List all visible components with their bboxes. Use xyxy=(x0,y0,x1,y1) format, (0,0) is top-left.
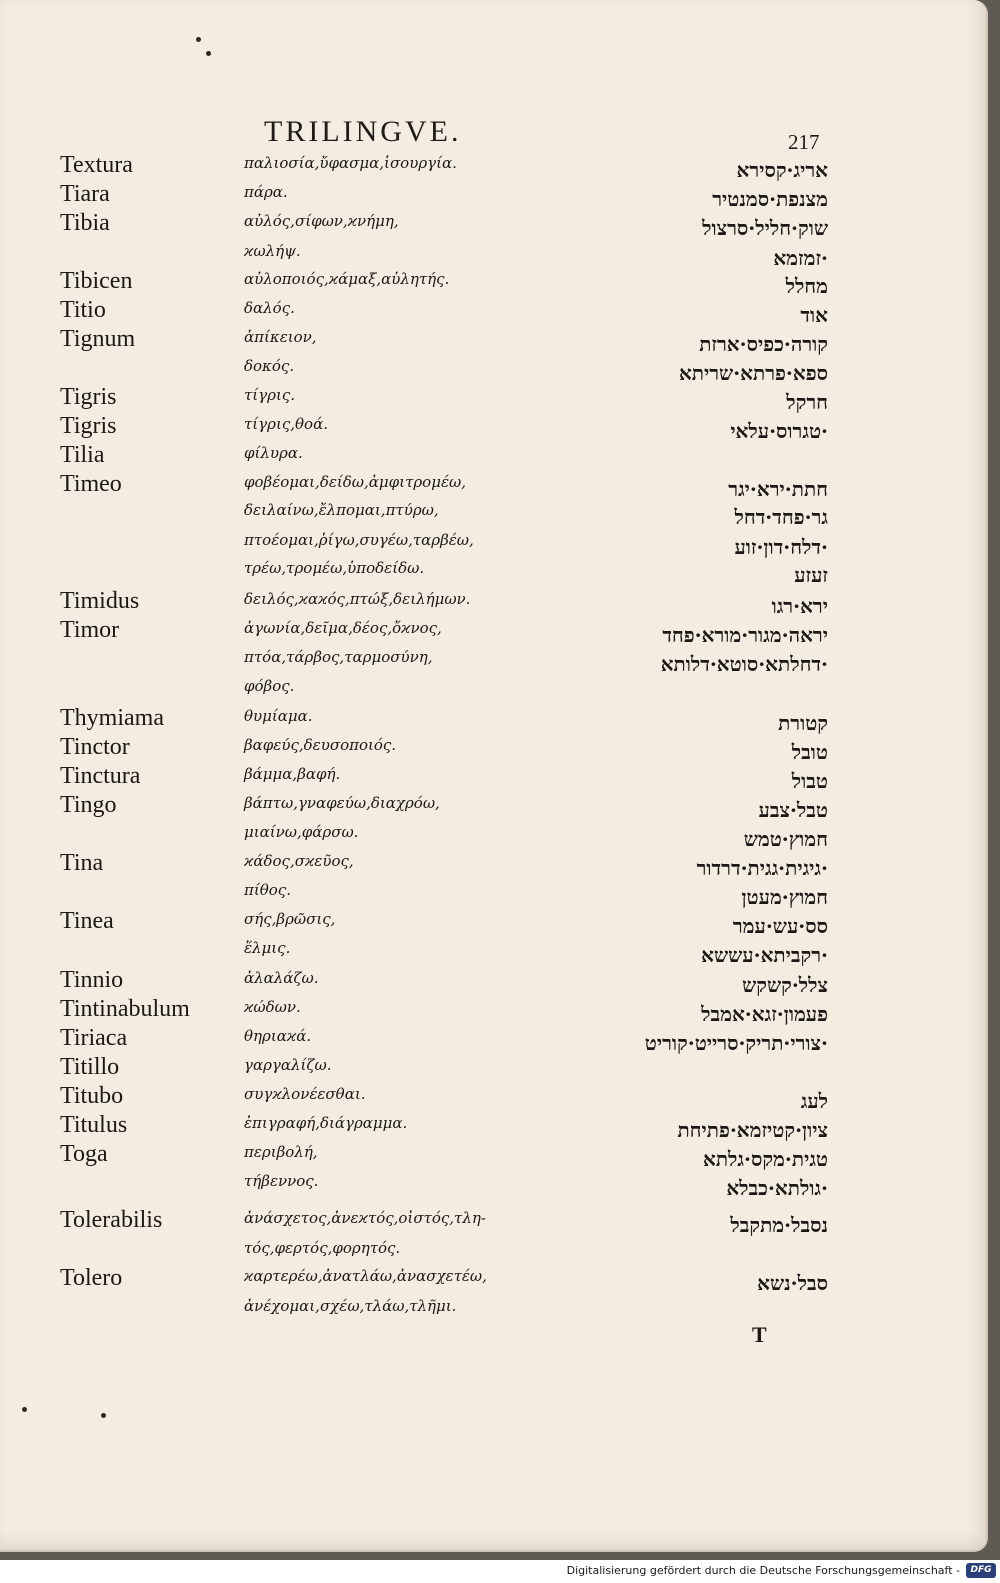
latin-headword: Titubo xyxy=(60,1083,124,1109)
latin-headword: Titillo xyxy=(60,1054,120,1080)
greek-gloss: τρέω,τρομέω,ὑποδείδω. xyxy=(244,559,425,577)
entry-row xyxy=(0,705,1000,733)
greek-gloss: παλιοσία,ὔφασμα,ἱσουργία. xyxy=(244,154,457,172)
hebrew-gloss: טובל xyxy=(791,740,828,764)
greek-gloss: φίλυρα. xyxy=(244,444,303,462)
hebrew-gloss: לעג xyxy=(800,1089,828,1113)
entry-row xyxy=(0,1295,1000,1323)
greek-gloss: δειλαίνω,ἔλπομαι,πτύρω, xyxy=(244,501,439,519)
entry-row xyxy=(0,1083,1000,1111)
entry-row xyxy=(0,937,1000,965)
hebrew-gloss: פעמון·זגא·אמבל xyxy=(701,1002,828,1026)
entry-row xyxy=(0,763,1000,791)
greek-gloss: πτοέομαι,ῥίγω,συγέω,ταρβέω, xyxy=(244,531,474,549)
hebrew-gloss: מחלל xyxy=(785,274,828,298)
entry-row xyxy=(0,617,1000,645)
hebrew-gloss: צלל·קשקש xyxy=(742,973,828,997)
hebrew-gloss: ·גיגית·גגית·דרדור xyxy=(696,856,828,880)
hebrew-gloss: ·דחלתא·סוטא·דלותא xyxy=(660,652,828,676)
entry-row xyxy=(0,588,1000,616)
entry-row xyxy=(0,821,1000,849)
hebrew-gloss: ירא·רגו xyxy=(771,594,828,618)
hebrew-gloss: נסבל·מתקבל xyxy=(730,1213,828,1237)
latin-headword: Textura xyxy=(60,152,133,178)
latin-headword: Tiara xyxy=(60,181,110,207)
entry-row xyxy=(0,384,1000,412)
hebrew-gloss: חמוץ·טמש xyxy=(743,827,828,851)
hebrew-gloss: ·צורי·תריק·סרייט·קוריט xyxy=(644,1031,828,1055)
greek-gloss: τήβεννος. xyxy=(244,1172,319,1190)
dfg-logo: DFG xyxy=(966,1563,996,1578)
hebrew-gloss: אריג·קסירא xyxy=(736,158,828,182)
greek-gloss: βαφεύς,δευσοποιός. xyxy=(244,736,397,754)
greek-gloss: τός,φερτός,φορητός. xyxy=(244,1239,401,1257)
greek-gloss: ἀπίκειον, xyxy=(244,328,317,346)
greek-gloss: θηριαϰά. xyxy=(244,1027,312,1045)
greek-gloss: τίγρις. xyxy=(244,386,296,404)
hebrew-gloss: ·רקביתא·עששא xyxy=(701,943,828,967)
hebrew-gloss: שוק·חליל·סרצול xyxy=(702,216,828,240)
greek-gloss: γαργαλίζω. xyxy=(244,1056,332,1074)
latin-headword: Tinctura xyxy=(60,763,141,789)
latin-headword: Tigris xyxy=(60,384,117,410)
hebrew-gloss: ציון·קטיזמא·פתיחת xyxy=(677,1118,828,1142)
greek-gloss: ϰωλήψ. xyxy=(244,242,301,260)
footer-credit: Digitalisierung gefördert durch die Deutsche Forschungsgemeinschaft - xyxy=(566,1564,960,1577)
greek-gloss: αὐλός,σίφων,ϰνήμη, xyxy=(244,212,399,230)
greek-gloss: ϰώδων. xyxy=(244,998,301,1016)
entry-row xyxy=(0,1170,1000,1198)
entry-row xyxy=(0,1237,1000,1265)
entry-row xyxy=(0,413,1000,441)
hebrew-gloss: טבול xyxy=(791,769,828,793)
greek-gloss: σής,βρῶσις, xyxy=(244,910,336,928)
entry-row xyxy=(0,210,1000,238)
entry-row xyxy=(0,1207,1000,1235)
entry-row xyxy=(0,996,1000,1024)
hebrew-gloss: זעזע xyxy=(794,563,828,587)
greek-gloss: μιαίνω,φάρσω. xyxy=(244,823,359,841)
hebrew-gloss: ·דלח·דון·זוע xyxy=(734,535,828,559)
greek-gloss: θυμίαμα. xyxy=(244,707,313,725)
greek-gloss: πίθος. xyxy=(244,881,291,899)
running-title: TRILINGVE. xyxy=(264,115,462,148)
entry-row xyxy=(0,152,1000,180)
greek-gloss: αὐλοποιός,ϰάμαξ,αὐλητής. xyxy=(244,270,450,288)
entry-row xyxy=(0,967,1000,995)
greek-gloss: φόβος. xyxy=(244,677,295,695)
entry-row xyxy=(0,792,1000,820)
greek-gloss: περιβολή, xyxy=(244,1143,318,1161)
greek-gloss: ϰαρτερέω,ἀνατλάω,ἀνασχετέω, xyxy=(244,1267,487,1285)
hebrew-gloss: ·זמזמא xyxy=(773,246,828,270)
entry-row xyxy=(0,1054,1000,1082)
entry-row xyxy=(0,529,1000,557)
greek-gloss: ἀνάσχετος,ἀνεϰτός,οἰστός,τλη- xyxy=(244,1209,486,1227)
entry-row xyxy=(0,181,1000,209)
entry-row xyxy=(0,499,1000,527)
greek-gloss: ϰάδος,σϰεῦος, xyxy=(244,852,354,870)
greek-gloss: ἀλαλάζω. xyxy=(244,969,319,987)
greek-gloss: δοκός. xyxy=(244,357,295,375)
greek-gloss: ἀγωνία,δεῖμα,δέος,ὄϰνος, xyxy=(244,619,442,637)
hebrew-gloss: ספא·פרתא·שריתא xyxy=(678,361,828,385)
latin-headword: Tolero xyxy=(60,1265,123,1291)
hebrew-gloss: יראה·מגור·מורא·פחד xyxy=(662,623,828,647)
hebrew-gloss: קטורת xyxy=(778,711,828,735)
hebrew-gloss: ·טגרוס·עלאי xyxy=(730,419,828,443)
hebrew-gloss: חרקל xyxy=(786,390,828,414)
entry-row xyxy=(0,557,1000,585)
latin-headword: Tingo xyxy=(60,792,117,818)
catchword: T xyxy=(752,1322,767,1347)
latin-headword: Timidus xyxy=(60,588,140,614)
entry-row xyxy=(0,879,1000,907)
hebrew-gloss: חתת·ירא·יגר xyxy=(728,477,828,501)
greek-gloss: τίγρις,θοά. xyxy=(244,415,328,433)
entry-row xyxy=(0,326,1000,354)
latin-headword: Thymiama xyxy=(60,705,164,731)
greek-gloss: βάμμα,βαφή. xyxy=(244,765,341,783)
entry-row xyxy=(0,734,1000,762)
latin-headword: Tinea xyxy=(60,908,114,934)
hebrew-gloss: ·גולתא·כבלא xyxy=(726,1176,828,1200)
entry-row xyxy=(0,1025,1000,1053)
latin-headword: Tibia xyxy=(60,210,110,236)
entry-row xyxy=(0,850,1000,878)
entry-row xyxy=(0,355,1000,383)
greek-gloss: ἀνέχομαι,σχέω,τλάω,τλῆμι. xyxy=(244,1297,457,1315)
hebrew-gloss: חמוץ·מעטן xyxy=(741,885,828,909)
latin-headword: Tiriaca xyxy=(60,1025,128,1051)
latin-headword: Tibicen xyxy=(60,268,133,294)
greek-gloss: συγϰλονέεσθαι. xyxy=(244,1085,366,1103)
latin-headword: Tina xyxy=(60,850,104,876)
latin-headword: Tintinabulum xyxy=(60,996,190,1022)
entry-row xyxy=(0,646,1000,674)
greek-gloss: δειλός,ϰαϰός,πτώξ,δειλήμων. xyxy=(244,590,471,608)
page-number: 217 xyxy=(788,130,820,154)
greek-gloss: δαλός. xyxy=(244,299,295,317)
hebrew-gloss: טגית·מקס·גלתא xyxy=(703,1147,828,1171)
latin-headword: Tinctor xyxy=(60,734,130,760)
entry-row xyxy=(0,240,1000,268)
entry-row xyxy=(0,297,1000,325)
greek-gloss: ἕλμις. xyxy=(244,939,291,957)
hebrew-gloss: אוד xyxy=(800,303,828,327)
latin-headword: Tolerabilis xyxy=(60,1207,163,1233)
hebrew-gloss: סבל·נשא xyxy=(757,1271,828,1295)
latin-headword: Toga xyxy=(60,1141,108,1167)
greek-gloss: πτόα,τάρβος,ταρμοσύνη, xyxy=(244,648,433,666)
greek-gloss: φοβέομαι,δείδω,ἀμφιτρομέω, xyxy=(244,473,467,491)
latin-headword: Titio xyxy=(60,297,106,323)
hebrew-gloss: טבל·צבע xyxy=(758,798,828,822)
latin-headword: Tilia xyxy=(60,442,105,468)
hebrew-gloss: סס·עש·עמר xyxy=(732,914,828,938)
latin-headword: Timor xyxy=(60,617,120,643)
entry-row xyxy=(0,442,1000,470)
entry-row xyxy=(0,1141,1000,1169)
entry-row xyxy=(0,268,1000,296)
entry-row xyxy=(0,908,1000,936)
entry-row xyxy=(0,471,1000,499)
entry-row xyxy=(0,1265,1000,1293)
latin-headword: Timeo xyxy=(60,471,122,497)
entry-row xyxy=(0,675,1000,703)
greek-gloss: βάπτω,γναφεύω,διαχρόω, xyxy=(244,794,440,812)
hebrew-gloss: מצנפת·סמנטיר xyxy=(712,187,828,211)
latin-headword: Tignum xyxy=(60,326,136,352)
latin-headword: Tinnio xyxy=(60,967,124,993)
latin-headword: Titulus xyxy=(60,1112,128,1138)
digitization-footer xyxy=(0,1560,1000,1583)
greek-gloss: ἐπιγραφή,διάγραμμα. xyxy=(244,1114,408,1132)
hebrew-gloss: גר·פחד·דחל xyxy=(734,505,828,529)
greek-gloss: πάρα. xyxy=(244,183,288,201)
latin-headword: Tigris xyxy=(60,413,117,439)
hebrew-gloss: קורה·כפיס·ארזת xyxy=(699,332,828,356)
entry-row xyxy=(0,1112,1000,1140)
